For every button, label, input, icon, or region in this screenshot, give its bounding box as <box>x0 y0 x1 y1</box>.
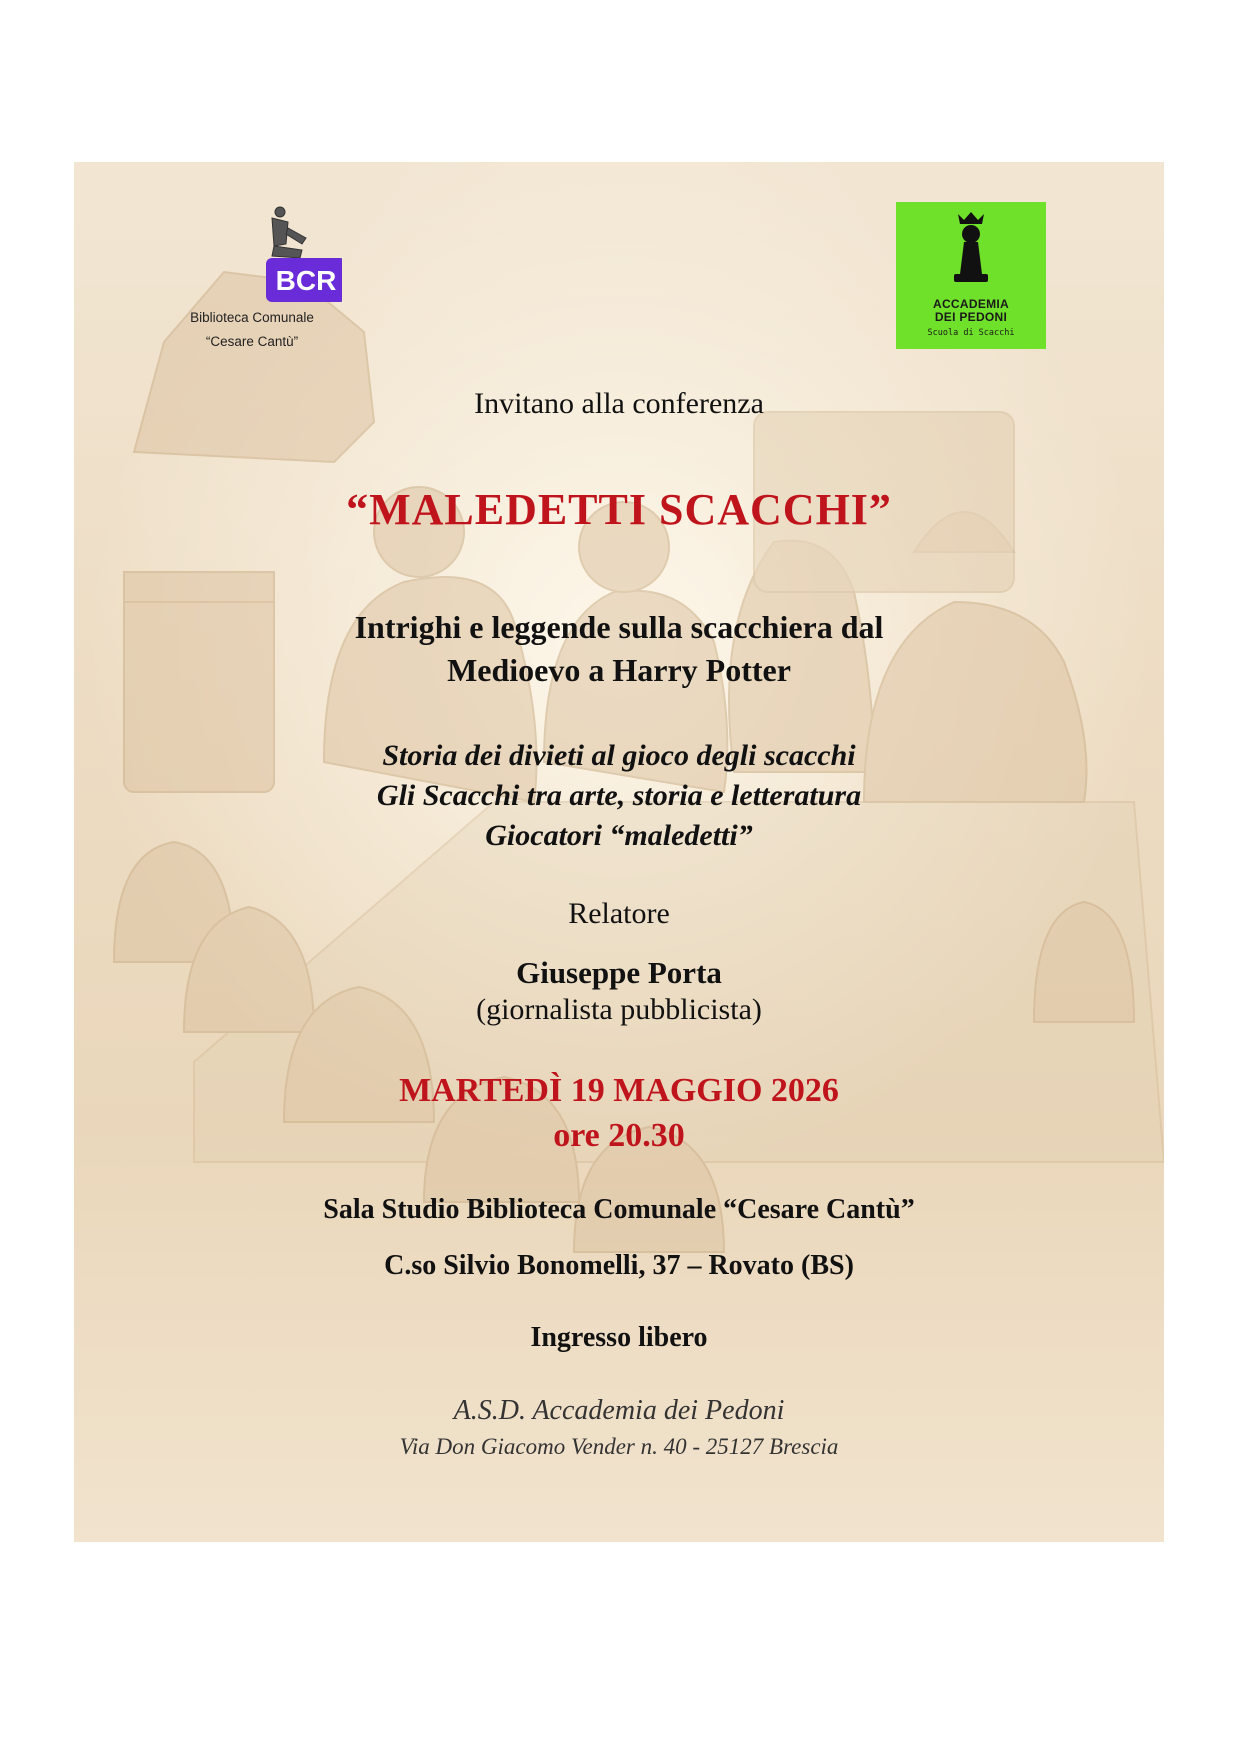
event-date: MARTEDÌ 19 MAGGIO 2026 <box>399 1072 839 1109</box>
topic-line2: Gli Scacchi tra arte, storia e letteratura <box>376 779 862 812</box>
speaker-name: Giuseppe Porta <box>516 955 722 990</box>
library-logo <box>162 202 342 352</box>
venue-address: C.so Silvio Bonomelli, 37 – Rovato (BS) <box>384 1250 854 1281</box>
event-title: “MALEDETTI SCACCHI” <box>346 485 892 534</box>
speaker-role: (giornalista pubblicista) <box>476 993 762 1026</box>
academy-tagline: Scuola di Scacchi <box>927 328 1015 338</box>
entry-note: Ingresso libero <box>530 1322 708 1353</box>
academy-logo <box>896 202 1046 349</box>
reader-figure-icon <box>162 202 342 307</box>
academy-name-line2: DEI PEDONI <box>934 310 1008 324</box>
chess-king-icon <box>896 202 1046 297</box>
intro-text: Invitano alla conferenza <box>474 387 764 420</box>
topic-line1: Storia dei divieti al gioco degli scacchi <box>382 739 856 772</box>
organizer-address: Via Don Giacomo Vender n. 40 - 25127 Brescia <box>399 1434 839 1459</box>
event-poster <box>74 162 1164 1542</box>
academy-name-line1: ACCADEMIA <box>932 297 1010 311</box>
topic-line3: Giocatori “maledetti” <box>485 819 753 852</box>
venue-hall: Sala Studio Biblioteca Comunale “Cesare Cantù” <box>323 1194 915 1225</box>
library-caption-line2: “Cesare Cantù” <box>205 334 299 349</box>
subtitle-line2: Medioevo a Harry Potter <box>447 652 791 688</box>
event-time: ore 20.30 <box>553 1117 685 1154</box>
organizer-name: A.S.D. Accademia dei Pedoni <box>453 1395 785 1426</box>
speaker-label: Relatore <box>568 897 670 930</box>
library-caption-line1: Biblioteca Comunale <box>190 310 314 325</box>
svg-text:BCR: BCR <box>275 265 337 296</box>
subtitle-line1: Intrighi e leggende sulla scacchiera dal <box>354 609 884 645</box>
